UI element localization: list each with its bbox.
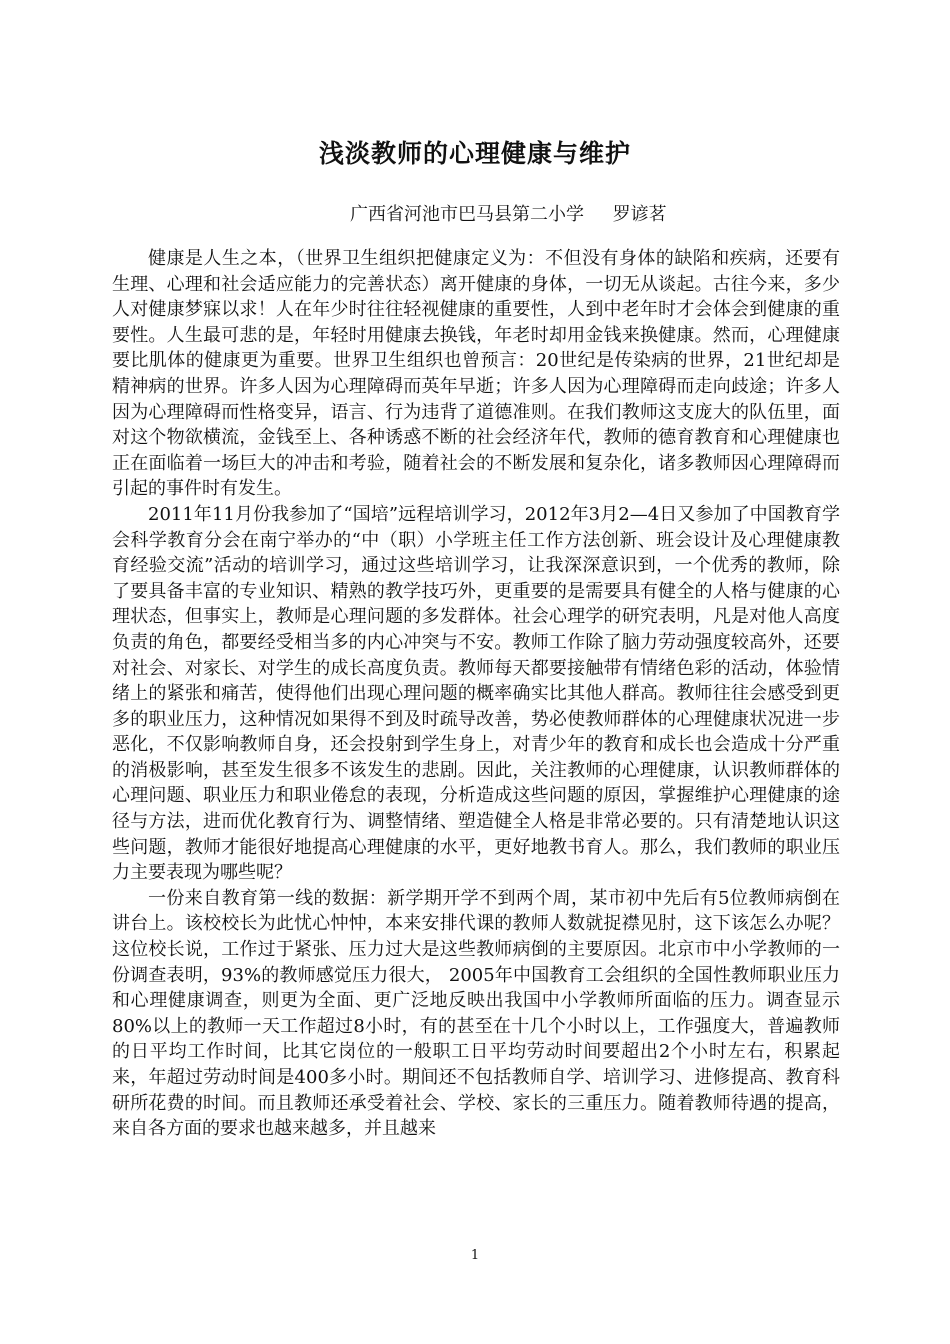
document-title: 浅淡教师的心理健康与维护 [318, 139, 631, 168]
paragraph: 2011年11月份我参加了“国培”远程培训学习，2012年3月2—4日又参加了中国教育学会科学教育分会在南宁举办的“中（职）小学班主任工作方法创新、班会设计及心理健康教育经验交流”活动的培训学习，通过这些培训学习，让我深深意识到，一个优秀的教师，除了要具备丰富的专业知识、精熟的教学技巧外，更重要的是需要具有健全的人格与健康的心理状态，但事实上，教师是心理问题的多发群体。社会心理学的研究表明，凡是对他人高度负责的角色，都要经受相当多的内心冲突与不安。教师工作除了脑力劳动强度较高外，还要对社会、对家长、对学生的成长高度负责。教师每天都要接触带有情绪色彩的活动，体验情绪上的紧张和痛苦，使得他们出现心理问题的概率确实比其他人群高。教师往往会感受到更多的职业压力，这种情况如果得不到及时疏导改善，势必使教师群体的心理健康状况进一步恶化，不仅影响教师自身，还会投射到学生身上，对青少年的教育和成长也会造成十分严重的消极影响，甚至发生很多不该发生的悲剧。因此，关注教师的心理健康，认识教师群体的心理问题、职业压力和职业倦怠的表现，分析造成这些问题的原因，掌握维护心理健康的途径与方法，进而优化教育行为、调整情绪、塑造健全人格是非常必要的。只有清楚地认识这些问题，教师才能很好地提高心理健康的水平，更好地教书育人。那么，我们教师的职业压力主要表现为哪些呢？ [112, 503, 840, 884]
page-number: 1 [470, 1248, 480, 1263]
paragraph: 一份来自教育第一线的数据：新学期开学不到两个周，某市初中先后有5位教师病倒在讲台上。该校校长为此忧心忡忡，本来安排代课的教师人数就捉襟见肘，这下该怎么办呢？这位校长说，工作过于紧张、压力过大是这些教师病倒的主要原因。北京市中小学教师的一份调查表明，93%的教师感觉压力很大， 2005年中国教育工会组织的全国性教师职业压力和心理健康调查，则更为全面、更广泛地反映出我国中小学教师所面临的压力。调查显示80%以上的教师一天工作超过8小时，有的甚至在十几个小时以上，工作强度大，普遍教师的日平均工作时间，比其它岗位的一般职工日平均劳动时间要超出2个小时左右，积累起来，年超过劳动时间是400多小时。期间还不包括教师自学、培训学习、进修提高、教育科研所花费的时间。而且教师还承受着社会、学校、家长的三重压力。随着教师待遇的提高，来自各方面的要求也越来越多，并且越来 [112, 887, 840, 1140]
document-body [112, 246, 840, 1142]
author-byline: 广西省河池市巴马县第二小学 罗谚茗 [350, 204, 667, 225]
paragraph: 健康是人生之本，（世界卫生组织把健康定义为：不但没有身体的缺陷和疾病，还要有生理、心理和社会适应能力的完善状态）离开健康的身体，一切无从谈起。古往今来，多少人对健康梦寐以求！人在年少时往往轻视健康的重要性，人到中老年时才会体会到健康的重要性。人生最可悲的是，年轻时用健康去换钱，年老时却用金钱来换健康。然而，心理健康要比肌体的健康更为重要。世界卫生组织也曾预言：20世纪是传染病的世界，21世纪却是精神病的世界。许多人因为心理障碍而英年早逝；许多人因为心理障碍而走向歧途；许多人因为心理障碍而性格变异，语言、行为违背了道德准则。在我们教师这支庞大的队伍里，面对这个物欲横流，金钱至上、各种诱惑不断的社会经济年代，教师的德育教育和心理健康也正在面临着一场巨大的冲击和考验，随着社会的不断发展和复杂化，诸多教师因心理障碍而引起的事件时有发生。 [112, 248, 840, 500]
